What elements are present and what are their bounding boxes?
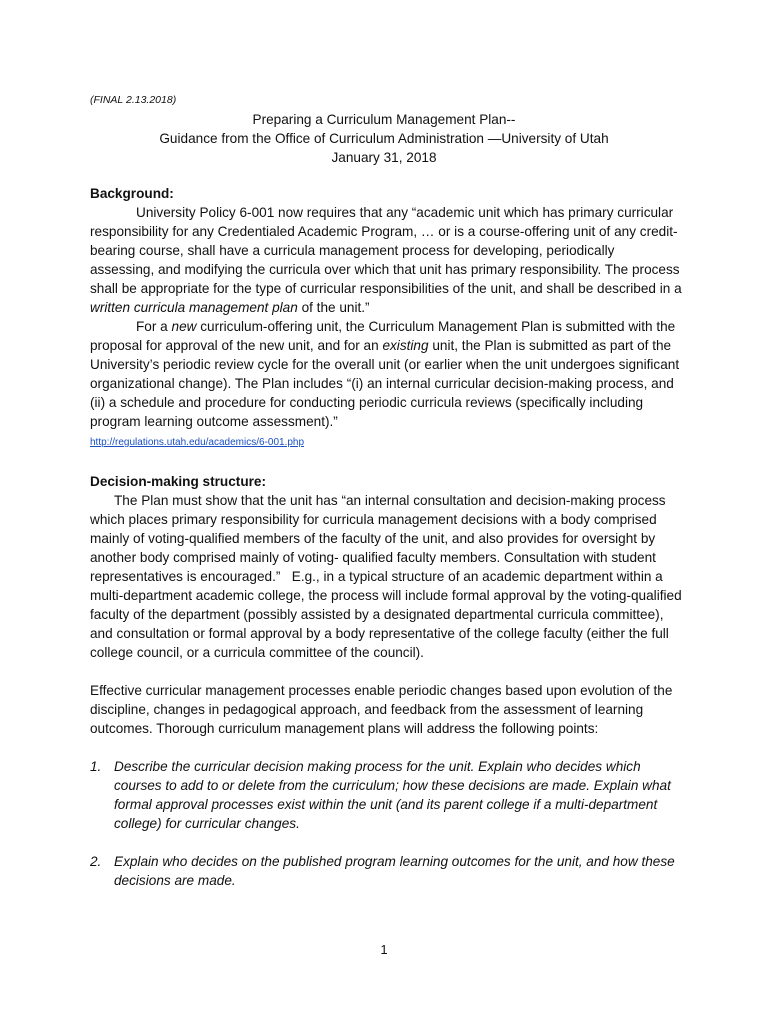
final-version-tag: (FINAL 2.13.2018) — [90, 94, 177, 106]
spacer — [90, 662, 682, 681]
decision-making-paragraph: The Plan must show that the unit has “an internal consultation and decision-making process which places primary responsibility for curricula management decisions with a body comprised mainly of voting-qualified members of the faculty of the unit, and also provides for oversight by another body comprised mainly of voting- qualified faculty members. Consultation with student representatives is encouraged.” E.g., in a typical structure of an academic department within a multi-department academic college, the process will include formal approval by the voting-qualified faculty of the department (possibly assisted by a designated departmental curricula committee), and consultation or formal approval by a body representative of the college faculty (either the full college council, or a curricula committee of the council). — [90, 493, 682, 660]
background-p1-text-b: of the unit.” — [297, 300, 370, 315]
background-p2-italic-new: new — [171, 319, 197, 334]
title-line-2: Guidance from the Office of Curriculum Administration —University of Utah — [159, 131, 609, 146]
title-line-1: Preparing a Curriculum Management Plan-- — [252, 112, 516, 127]
background-paragraph-2 — [90, 317, 682, 431]
title-date: January 31, 2018 — [331, 150, 437, 165]
points-list — [90, 757, 682, 890]
policy-link[interactable]: http://regulations.utah.edu/academics/6-001.php — [90, 437, 305, 448]
background-section — [90, 184, 682, 450]
list-item — [90, 852, 682, 890]
title-block — [0, 110, 768, 167]
list-item-text: Describe the curricular decision making process for the unit. Explain who decides which courses to add to or delete from the curriculum; how these decisions are made. Explain what formal approval processes exist within the unit (and its parent college if a multi-department college) for curricular changes. — [114, 759, 671, 831]
effective-processes-paragraph: Effective curricular management processes enable periodic changes based upon evolution of the discipline, changes in pedagogical approach, and feedback from the assessment of learning outcomes. Thorough curriculum management plans will address the following points: — [90, 683, 673, 736]
background-p2-italic-existing: existing — [382, 338, 429, 353]
list-item-number: 1. — [90, 759, 102, 774]
decision-making-section — [90, 472, 682, 662]
background-paragraph-1 — [90, 203, 682, 317]
list-item — [90, 757, 682, 833]
list-item-number: 2. — [90, 854, 102, 869]
background-heading: Background: — [90, 186, 174, 201]
background-p2-text-a: For a — [136, 319, 172, 334]
page-number: 1 — [380, 942, 388, 957]
spacer — [90, 738, 682, 757]
background-p1-italic: written curricula management plan — [90, 300, 298, 315]
list-item-text: Explain who decides on the published program learning outcomes for the unit, and how these decisions are made. — [114, 854, 675, 888]
background-p1-text-a: University Policy 6-001 now requires that any “academic unit which has primary curricular responsibility for any Credentialed Academic Program, … or is a course-offering unit of any credit-bearing course, shall have a curricula management process for developing, periodically assessing, and modifying the curricula over which that unit has primary responsibility. The process shall be appropriate for the type of curricular responsibilities of the unit, and shall be described in a — [90, 205, 682, 296]
background-p2-text-b: curriculum-offering unit, the Curriculum Management Plan is submitted with the proposal for approval of the new unit, and for an — [90, 319, 676, 353]
spacer — [90, 450, 682, 472]
decision-making-heading: Decision-making structure: — [90, 474, 267, 489]
document-body — [90, 184, 682, 890]
background-p2-text-c: unit, the Plan is submitted as part of the University’s periodic review cycle for the overall unit (or earlier when the unit undergoes significant organizational change). The Plan includes “(i) an internal curricular decision-making process, and (ii) a schedule and procedure for conducting periodic curricula reviews (specifically including program learning outcome assessment).” — [90, 338, 680, 429]
